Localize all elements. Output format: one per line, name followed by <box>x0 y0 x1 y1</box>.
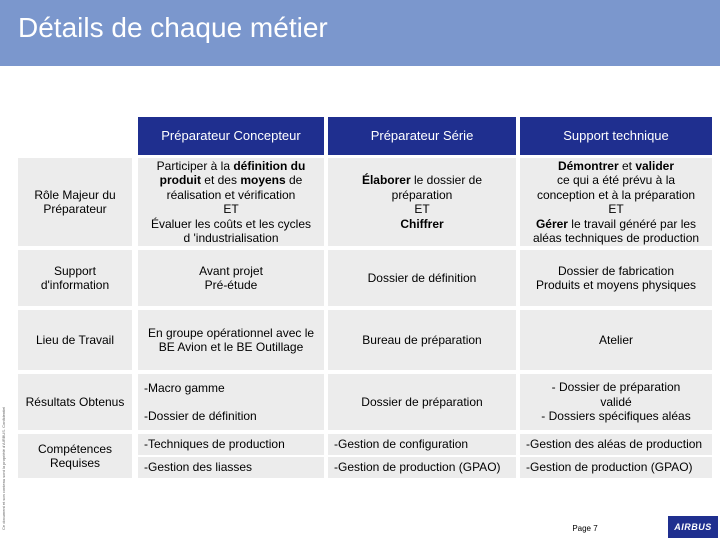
cell-competences-support-2: -Gestion de production (GPAO) <box>520 457 712 478</box>
cell-competences-concepteur-1: -Techniques de production <box>138 434 324 455</box>
cell-support-support: Dossier de fabrication Produits et moyens physiques <box>520 250 712 306</box>
column-header-concepteur: Préparateur Concepteur <box>138 117 324 155</box>
cell-resultats-concepteur: -Macro gamme -Dossier de définition <box>138 374 324 430</box>
column-header-support: Support technique <box>520 117 712 155</box>
cell-role-concepteur: Participer à la définition du produit et des moyens de réalisation et vérification ET Évaluer les coûts et les cycles d 'industrialisation <box>138 158 324 246</box>
airbus-logo: AIRBUS <box>668 516 718 538</box>
cell-role-serie: Élaborer le dossier de préparation ET Chiffrer <box>328 158 516 246</box>
cell-role-support: Démontrer et valider ce qui a été prévu à la conception et à la préparation ET Gérer le travail généré par les aléas techniques de production <box>520 158 712 246</box>
row-label-role: Rôle Majeur du Préparateur <box>18 158 132 246</box>
column-header-serie: Préparateur Série <box>328 117 516 155</box>
side-note <box>1 340 7 530</box>
row-label-resultats: Résultats Obtenus <box>18 374 132 430</box>
row-label-support: Support d'information <box>18 250 132 306</box>
side-note-text: Ce document et son contenu sont la propriété d'AIRBUS. Confidentiel <box>1 406 6 530</box>
cell-resultats-support: - Dossier de préparation validé - Dossiers spécifiques aléas <box>520 374 712 430</box>
title-bar <box>0 0 720 66</box>
cell-competences-serie-1: -Gestion de configuration <box>328 434 516 455</box>
row-label-competences: Compétences Requises <box>18 434 132 478</box>
cell-support-concepteur: Avant projet Pré-étude <box>138 250 324 306</box>
cell-lieu-concepteur: En groupe opérationnel avec le BE Avion et le BE Outillage <box>138 310 324 370</box>
cell-support-serie: Dossier de définition <box>328 250 516 306</box>
cell-competences-concepteur-2: -Gestion des liasses <box>138 457 324 478</box>
cell-resultats-serie: Dossier de préparation <box>328 374 516 430</box>
cell-competences-serie-2: -Gestion de production (GPAO) <box>328 457 516 478</box>
cell-lieu-serie: Bureau de préparation <box>328 310 516 370</box>
cell-lieu-support: Atelier <box>520 310 712 370</box>
row-label-lieu: Lieu de Travail <box>18 310 132 370</box>
page-title: Détails de chaque métier <box>18 12 328 43</box>
page-number: Page 7 <box>572 524 598 533</box>
cell-competences-support-1: -Gestion des aléas de production <box>520 434 712 455</box>
